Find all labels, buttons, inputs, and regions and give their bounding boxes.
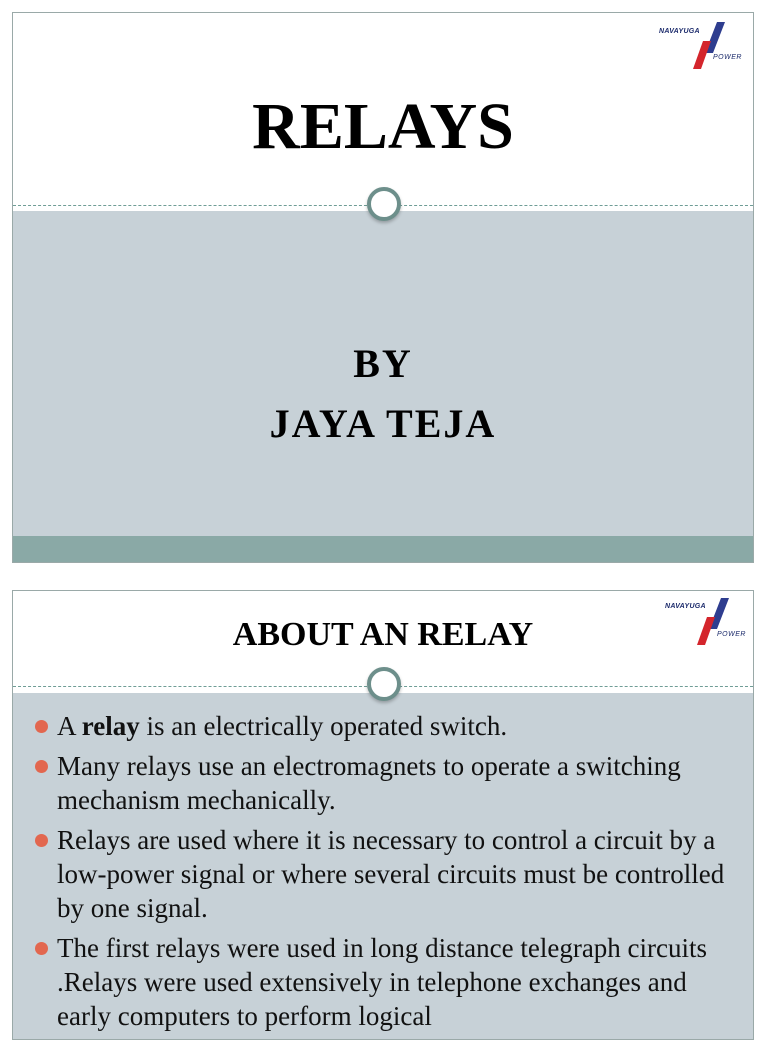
bullet-icon bbox=[35, 834, 48, 847]
circle-icon bbox=[367, 667, 401, 701]
page-title: RELAYS bbox=[252, 90, 514, 163]
list-item: The first relays were used in long distance telegraph circuits .Relays were used extensively in telephone exchanges and early computers to perform logical bbox=[35, 931, 733, 1033]
list-item: Many relays use an electromagnets to operate a switching mechanism mechanically. bbox=[35, 749, 733, 817]
title-slide bbox=[12, 12, 754, 563]
list-item: Relays are used where it is necessary to control a circuit by a low-power signal or where several circuits must be controlled by one signal. bbox=[35, 823, 733, 925]
logo-text-top: NAVAYUGA bbox=[659, 28, 700, 35]
bold-term: relay bbox=[81, 711, 140, 741]
logo-text-bottom: POWER bbox=[717, 631, 746, 638]
page-title: ABOUT AN RELAY bbox=[232, 616, 534, 653]
circle-icon bbox=[367, 187, 401, 221]
content-slide bbox=[12, 590, 754, 1040]
author-name: JAYA TEJA bbox=[269, 401, 497, 446]
by-label: BY bbox=[353, 341, 413, 386]
logo-mark-icon bbox=[689, 19, 729, 69]
list-item: A relay is an electrically operated switch. bbox=[35, 709, 733, 743]
bullet-icon bbox=[35, 720, 48, 733]
bullet-list bbox=[35, 709, 733, 1039]
navayuga-logo bbox=[657, 19, 747, 69]
logo-text-bottom: POWER bbox=[713, 54, 742, 61]
bullet-icon bbox=[35, 942, 48, 955]
logo-text-top: NAVAYUGA bbox=[665, 603, 706, 610]
bullet-icon bbox=[35, 760, 48, 773]
footer-bar bbox=[13, 536, 753, 563]
